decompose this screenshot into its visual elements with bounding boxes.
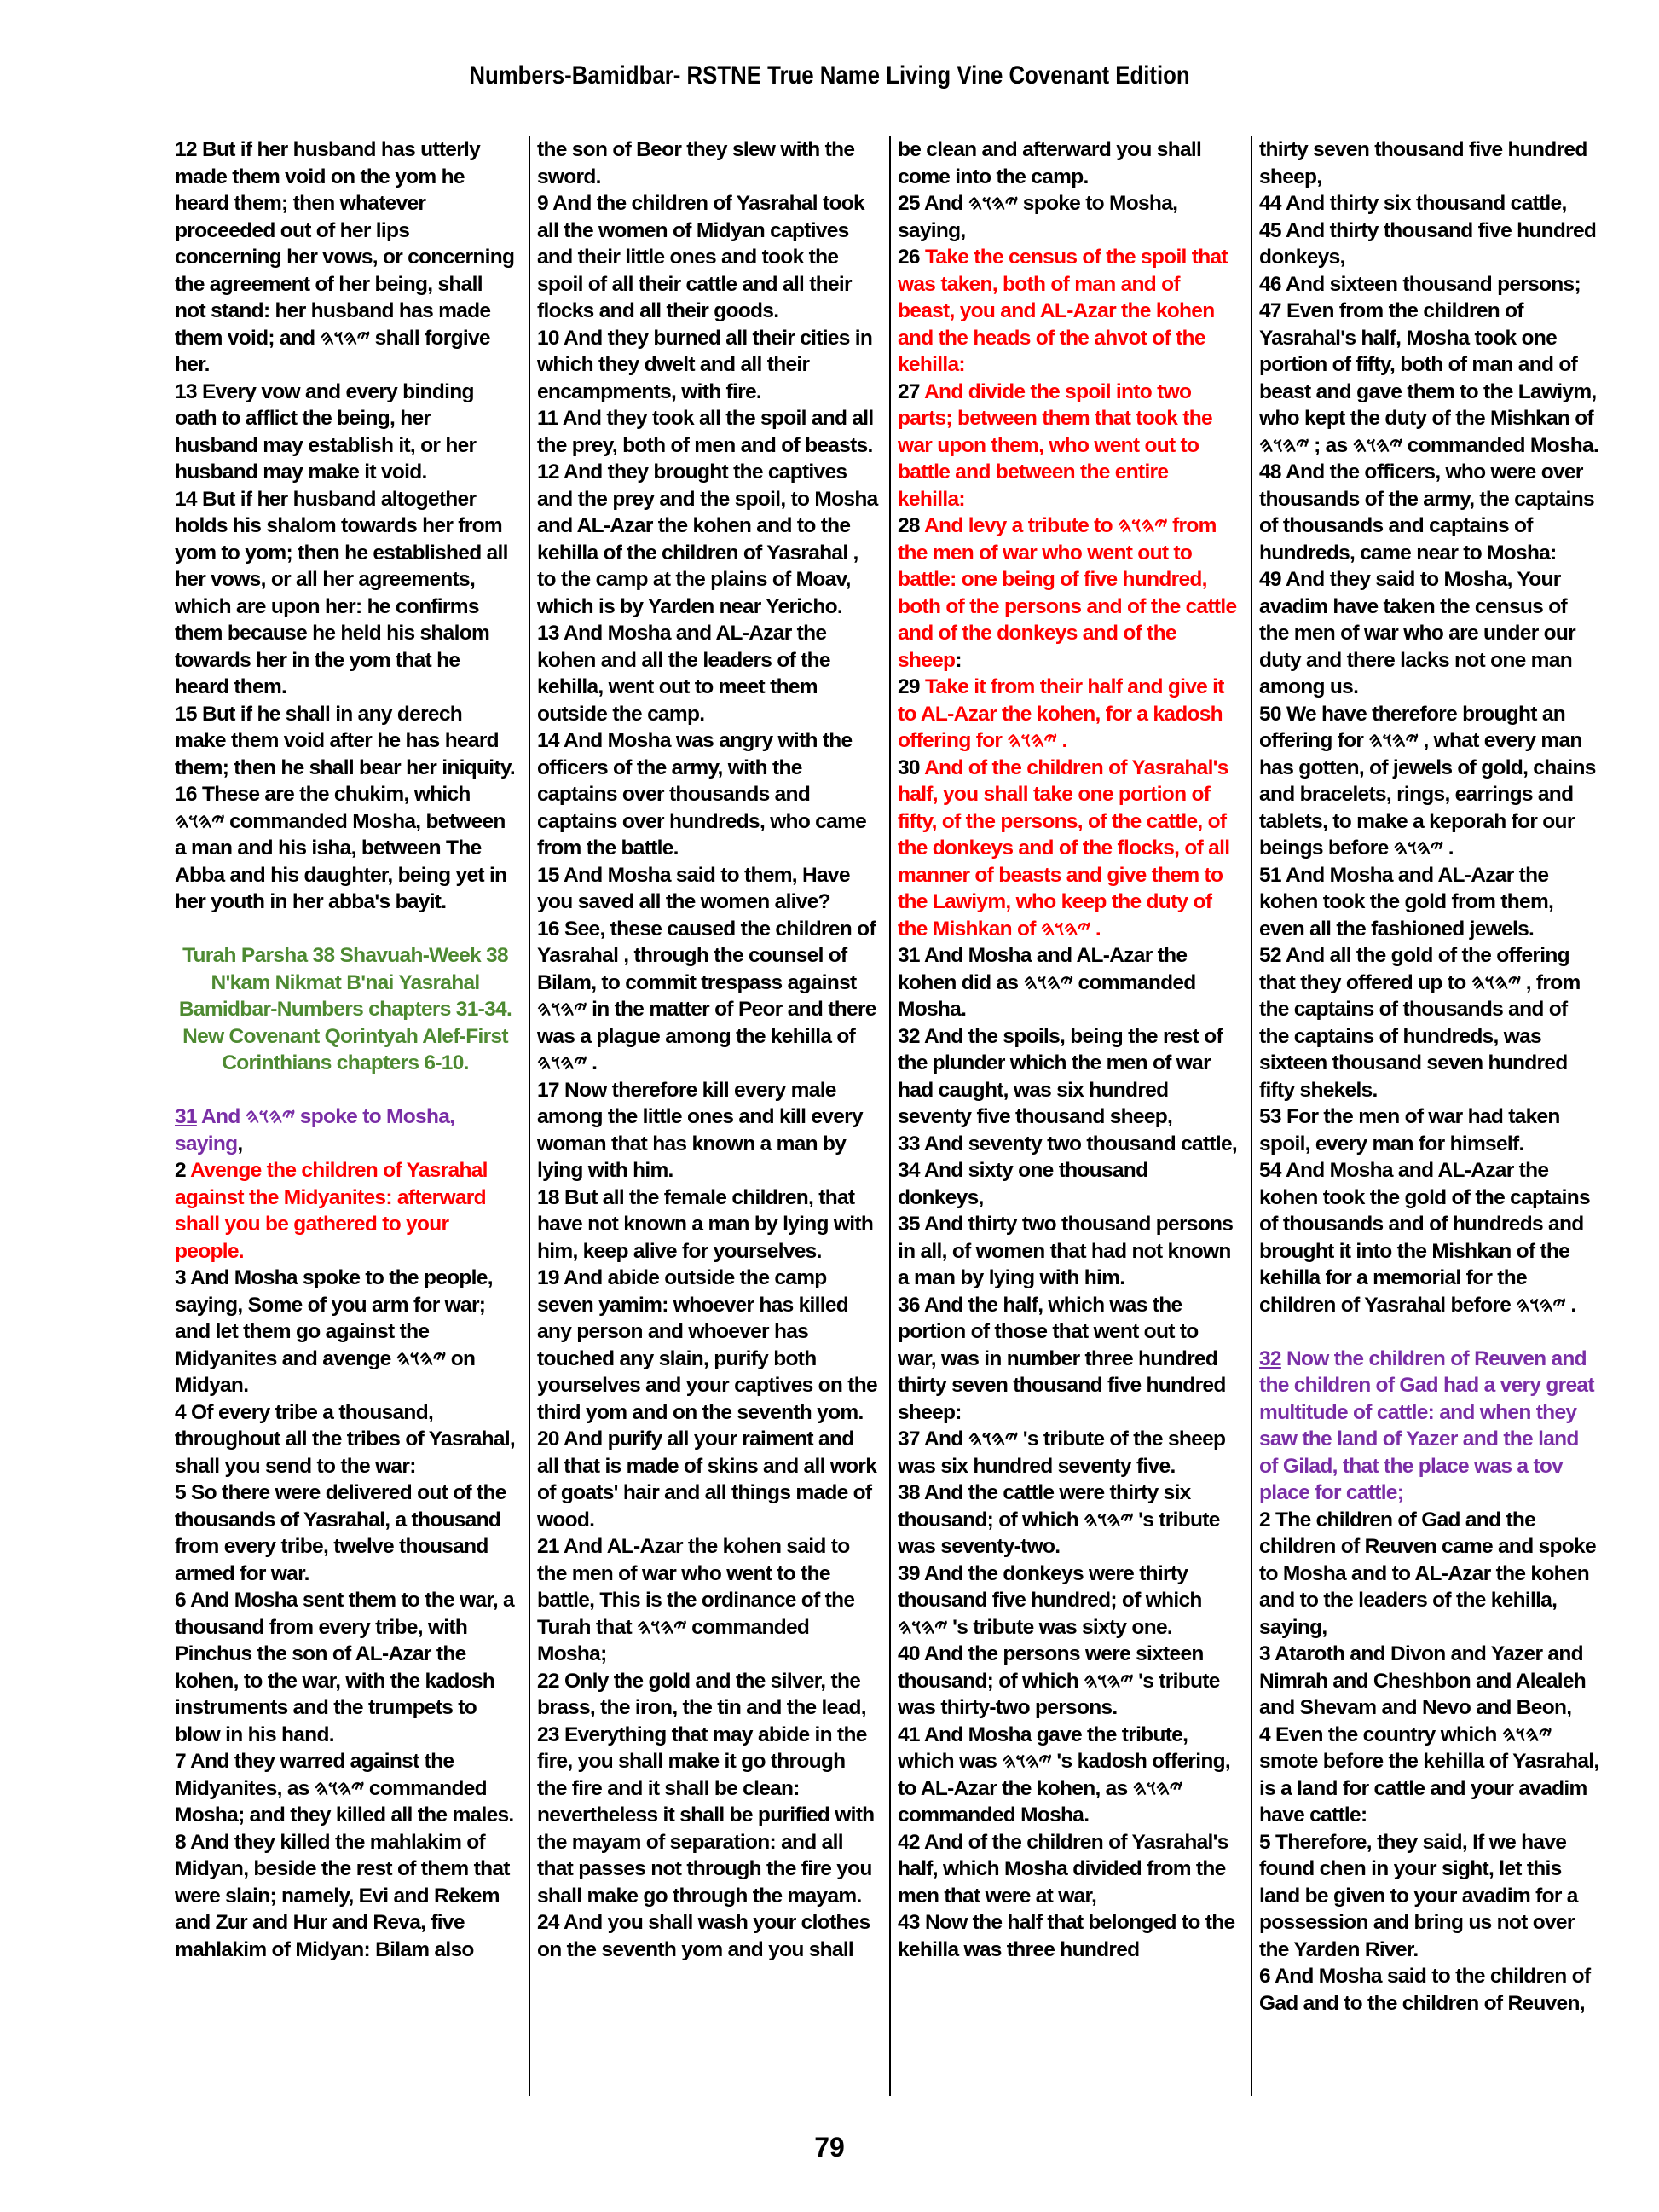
verse: be clean and afterward you shall come into the camp. [898,138,1202,188]
verse-text: And divide the spoil into two parts; between them that took the war upon them, who went out to battle and between the entire kehilla: [898,379,1212,511]
page-header: Numbers-Bamidbar- RSTNE True Name Living Vine Covenant Edition [469,61,1190,90]
verse: 2 The children of Gad and the children of Reuven came and spoke to Mosha and to AL-Azar the kohen and to the leaders of the kehilla, saying, [1259,1508,1596,1639]
verse: 43 Now the half that belonged to the kehilla was three hundred [898,1911,1235,1961]
verse: 37 And 𐤉𐤄𐤅𐤄 's tribute of the sheep was six hundred seventy five. [898,1427,1226,1478]
verse [898,674,1239,755]
verse: 10 And they burned all their cities in which they dwelt and all their encampments, with fire. [537,326,873,403]
verse: 7 And they warred against the Midyanites, as 𐤉𐤄𐤅𐤄 commanded Mosha; and they killed all the males. [175,1750,514,1827]
verse: 5 Therefore, they said, If we have found chen in your sight, let this land be given to your avadim for a possession and bring us not over the Yarden River. [1259,1830,1578,1961]
column-divider [889,136,891,2096]
verse: 11 And they took all the spoil and all the prey, both of men and of beasts. [537,407,874,457]
verse: 32 And the spoils, being the rest of the plunder which the men of war had caught, was six hundred seventy five thousand sheep, [898,1024,1223,1128]
verse: 52 And all the gold of the offering that they offered up to 𐤉𐤄𐤅𐤄 , from the captains of thousands and of the captains of hundreds, was sixteen thousand seven hundred fifty shekels. [1259,944,1581,1102]
punctuation: : [955,648,962,672]
verse-text: And 𐤉𐤄𐤅𐤄 spoke to Mosha, saying [175,1105,455,1155]
verse: 39 And the donkeys were thirty thousand five hundred; of which 𐤉𐤄𐤅𐤄 's tribute was sixty one. [898,1561,1202,1639]
verse-number: 28 [898,514,925,537]
verse: thirty seven thousand five hundred sheep, [1259,138,1587,188]
verse: 44 And thirty six thousand cattle, [1259,192,1567,215]
verse: 8 And they killed the mahlakim of Midyan, beside the rest of them that were slain; namely, Evi and Rekem and Zur and Hur and Reva, five mahlakim of Midyan: Bilam also [175,1830,510,1961]
chapter-31-verse-1 [175,1103,516,1157]
verse: 45 And thirty thousand five hundred donkeys, [1259,218,1597,269]
verse [175,1157,516,1265]
chapter-32-verse-1 [1259,1346,1600,1507]
verse: 47 Even from the children of Yasrahal's half, Mosha took one portion of fifty, both of man and of beast and gave them to the Lawiym, who kept the duty of the Mishkan of 𐤉𐤄𐤅𐤄 ; as 𐤉𐤄𐤅𐤄 commanded Mosha. [1259,299,1599,457]
verse: 54 And Mosha and AL-Azar the kohen took the gold of the captains of thousands and of hundreds and brought it into the Mishkan of the kehilla for a memorial for the children of Yasrahal before 𐤉𐤄𐤅𐤄 . [1259,1159,1590,1317]
verse-text: Avenge the children of Yasrahal against the Midyanites: afterward shall you be gathered to your people. [175,1159,488,1263]
verse: 13 And Mosha and AL-Azar the kohen and all the leaders of the kehilla, went out to meet them outside the camp. [537,622,830,726]
verse: 50 We have therefore brought an offering for 𐤉𐤄𐤅𐤄 , what every man has gotten, of jewels of gold, chains and bracelets, rings, earrings and tablets, to make a keporah for our beings before 𐤉𐤄𐤅𐤄 . [1259,702,1596,860]
verse: 15 And Mosha said to them, Have you saved all the women alive? [537,863,850,913]
verse-text: And of the children of Yasrahal's half, you shall take one portion of fifty, of the persons, of the cattle, of the donkeys and of the flocks, of all manner of beasts and give them to the Lawiym, who keep the duty of the Mishkan of 𐤉𐤄𐤅𐤄 . [898,756,1230,941]
verse [898,244,1239,379]
verse: 38 And the cattle were thirty six thousand; of which 𐤉𐤄𐤅𐤄 's tribute was seventy-two. [898,1481,1220,1558]
verse-number: 29 [898,675,925,698]
verse: 35 And thirty two thousand persons in all, of women that had not known a man by lying with him. [898,1213,1234,1289]
verse: 36 And the half, which was the portion of those that went out to war, was in number three hundred thirty seven thousand five hundred sheep: [898,1293,1226,1424]
page-number: 79 [814,2132,845,2163]
verse: 14 And Mosha was angry with the officers of the army, with the captains over thousands and captains over hundreds, who came from the battle. [537,729,867,860]
verse-text: And levy a tribute to 𐤉𐤄𐤅𐤄 from the men of war who went out to battle: one being of five hundred, both of the persons and of the cattle and of the donkeys and of the sheep [898,514,1237,672]
verse: the son of Beor they slew with the sword. [537,138,855,188]
verse-number: 27 [898,379,925,403]
verse: 41 And Mosha gave the tribute, which was 𐤉𐤄𐤅𐤄 's kadosh offering, to AL-Azar the kohen, as 𐤉𐤄𐤅𐤄 commanded Mosha. [898,1723,1230,1827]
verse: 24 And you shall wash your clothes on the seventh yom and you shall [537,1911,870,1961]
verse: 18 But all the female children, that have not known a man by lying with him, keep alive for yourselves. [537,1185,874,1263]
verse: 13 Every vow and every binding oath to afflict the being, her husband may establish it, or her husband may make it void. [175,379,477,484]
verse: 14 But if her husband altogether holds his shalom towards her from yom to yom; then he established all her vows, or all her agreements, which are upon her: he confirms them because he held his shalom towards her in the yom that he heard them. [175,487,508,698]
verse: 42 And of the children of Yasrahal's half, which Mosha divided from the men that were at war, [898,1830,1228,1908]
verse: 23 Everything that may abide in the fire, you shall make it go through the fire and it shall be clean: nevertheless it shall be purified with the mayam of separation: and all that passes not through the fire you shall make go through the mayam. [537,1723,875,1908]
verse: 16 See, these caused the children of Yasrahal , through the counsel of Bilam, to commit trespass against 𐤉𐤄𐤅𐤄 in the matter of Peor and there was a plague among the kehilla of 𐤉𐤄𐤅𐤄 . [537,917,876,1074]
verse-text: Take it from their half and give it to AL-Azar the kohen, for a kadosh offering for 𐤉𐤄𐤅𐤄 . [898,675,1224,752]
column-divider [1251,136,1252,2096]
verse: 3 And Mosha spoke to the people, saying, Some of you arm for war; and let them go against the Midyanites and avenge 𐤉𐤄𐤅𐤄 on Midyan. [175,1266,493,1397]
verse: 19 And abide outside the camp seven yamim: whoever has killed any person and whoever has touched any slain, purify both yourselves and your captives on the third yom and on the seventh yom. [537,1266,877,1424]
verse: 49 And they said to Mosha, Your avadim have taken the census of the men of war who are under our duty and there lacks not one man among us. [1259,568,1576,698]
verse [898,379,1239,513]
verse: 25 And 𐤉𐤄𐤅𐤄 spoke to Mosha, saying, [898,192,1178,242]
verse: 12 And they brought the captives and the prey and the spoil, to Mosha and AL-Azar the kohen and to the kehilla of the children of Yasrahal , to the camp at the plains of Moav, which is by Yarden near Yericho. [537,460,878,618]
verse-text: Now the children of Reuven and the children of Gad had a very great multitude of cattle: and when they saw the land of Yazer and the land of Gilad, that the place was a tov place for cattle; [1259,1346,1594,1504]
verse: 20 And purify all your raiment and all that is made of skins and all work of goats' hair and all things made of wood. [537,1427,877,1532]
verse: 12 But if her husband has utterly made them void on the yom he heard them; then whatever proceeded out of her lips concerning her vows, or concerning the agreement of her being, shall not stand: her husband has made them void; and 𐤉𐤄𐤅𐤄 shall forgive her. [175,138,515,376]
verse: 51 And Mosha and AL-Azar the kohen took the gold from them, even all the fashioned jewels. [1259,863,1554,941]
column-4 [1259,136,1600,2017]
verse: 34 And sixty one thousand donkeys, [898,1159,1148,1209]
verse: 3 Ataroth and Divon and Yazer and Nimrah and Cheshbon and Alealeh and Shevam and Nevo and Beon, [1259,1642,1587,1719]
verse: 22 Only the gold and the silver, the brass, the iron, the tin and the lead, [537,1669,866,1719]
verse-number: 2 [175,1159,191,1182]
verse-text: Take the census of the spoil that was taken, both of man and of beast, you and AL-Azar the kohen and the heads of the ahvot of the kehilla: [898,246,1228,376]
verse: 6 And Mosha sent them to the war, a thousand from every tribe, with Pinchus the son of AL-Azar the kohen, to the war, with the kadosh instruments and the trumpets to blow in his hand. [175,1589,514,1746]
verse: 33 And seventy two thousand cattle, [898,1132,1237,1155]
parsha-heading: Turah Parsha 38 Shavuah-Week 38 N'kam Nikmat B'nai Yasrahal Bamidbar-Numbers chapters 31-34. New Covenant Qorintyah Alef-First Corinthians chapters 6-10. [178,944,512,1074]
chapter-number: 32 [1259,1346,1281,1370]
verse: 46 And sixteen thousand persons; [1259,272,1581,296]
verse: 21 And AL-Azar the kohen said to the men of war who went to the battle, This is the ordinance of the Turah that 𐤉𐤄𐤅𐤄 commanded Mosha; [537,1535,855,1665]
verse: 17 Now therefore kill every male among the little ones and kill every woman that has known a man by lying with him. [537,1078,863,1182]
verse: 48 And the officers, who were over thousands of the army, the captains of thousands and captains of hundreds, came near to Mosha: [1259,460,1594,565]
verse: 16 These are the chukim, which 𐤉𐤄𐤅𐤄 commanded Mosha, between a man and his isha, between The Abba and his daughter, being yet in her youth in her abba's bayit. [175,783,507,913]
column-3 [898,136,1239,1963]
verse [898,512,1239,674]
verse: 31 And Mosha and AL-Azar the kohen did as 𐤉𐤄𐤅𐤄 commanded Mosha. [898,944,1196,1021]
column-1 [175,136,516,1963]
verse: 53 For the men of war had taken spoil, every man for himself. [1259,1105,1560,1155]
punctuation: , [237,1132,243,1155]
verse: 9 And the children of Yasrahal took all the women of Midyan captives and their little ones and took the spoil of all their cattle and all their flocks and all their goods. [537,192,864,322]
column-divider [529,136,530,2096]
verse: 4 Even the country which 𐤉𐤄𐤅𐤄 smote before the kehilla of Yasrahal, is a land for cattle and your avadim have cattle: [1259,1723,1599,1827]
verse: 6 And Mosha said to the children of Gad and to the children of Reuven, [1259,1965,1591,2015]
verse: 5 So there were delivered out of the thousands of Yasrahal, a thousand from every tribe, twelve thousand armed for war. [175,1481,506,1585]
verse-number: 30 [898,756,925,779]
verse: 15 But if he shall in any derech make them void after he has heard them; then he shall bear her iniquity. [175,702,516,779]
chapter-number: 31 [175,1105,197,1128]
verse: 40 And the persons were sixteen thousand; of which 𐤉𐤄𐤅𐤄 's tribute was thirty-two persons. [898,1642,1220,1719]
verse: 4 Of every tribe a thousand, throughout all the tribes of Yasrahal, shall you send to the war: [175,1400,516,1478]
column-2 [537,136,878,1963]
verse [898,755,1239,943]
verse-number: 26 [898,246,925,269]
